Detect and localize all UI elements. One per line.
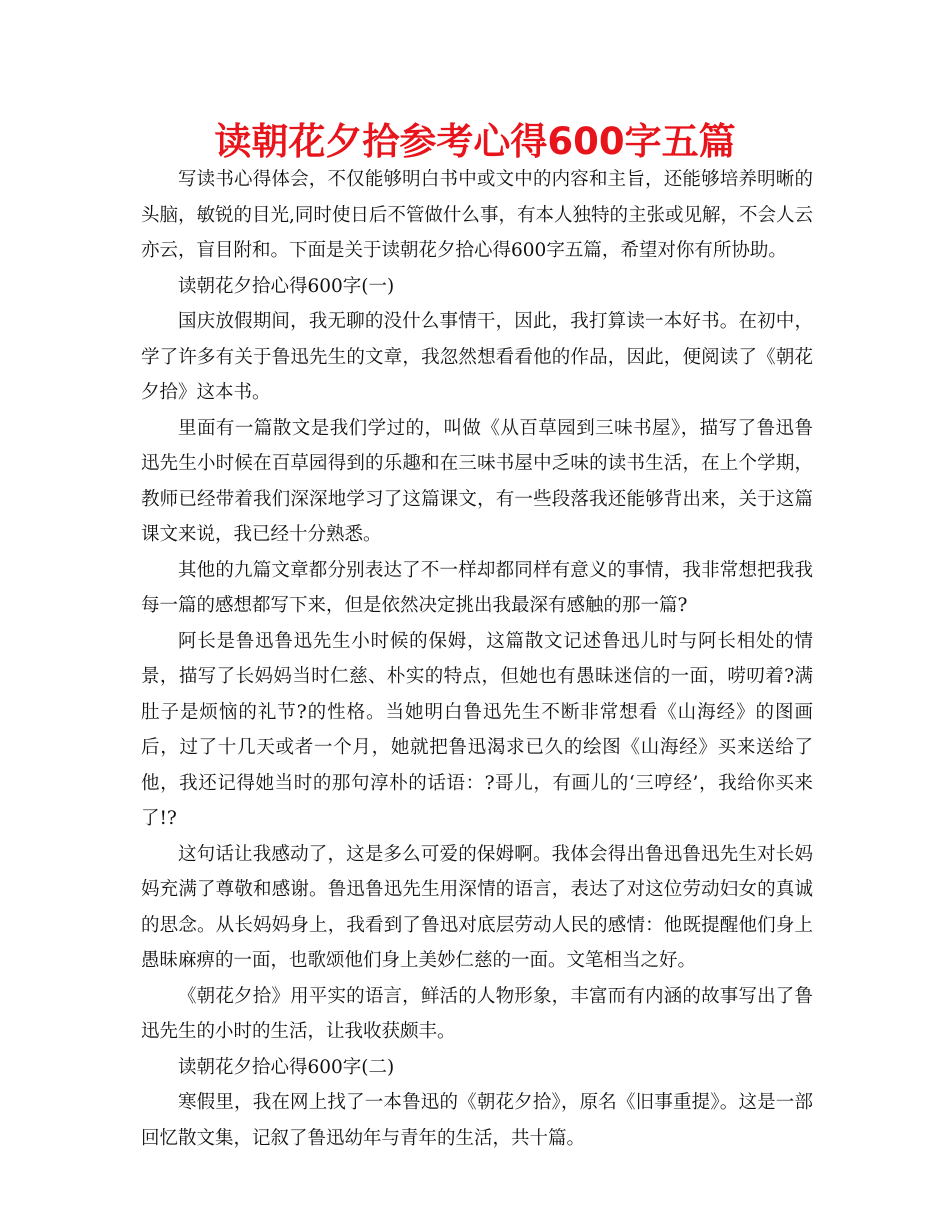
section-heading-2: 读朝花夕拾心得600字(二) bbox=[178, 1056, 395, 1078]
paragraph: 阿长是鲁迅鲁迅先生小时候的保姆，这篇散文记述鲁迅儿时与阿长相处的情景，描写了长妈妈当时仁慈、朴实的特点，但她也有愚昧迷信的一面，唠叨着?满肚子是烦恼的礼节?的性格。当她明白鲁迅先生不断非常想看《山海经》的图画后，过了十几天或者一个月，她就把鲁迅渴求已久的绘图《山海经》买来送给了他，我还记得她当时的那句淳朴的话语：?哥儿，有画儿的‘三哼经’，我给你买来了!? bbox=[141, 630, 813, 829]
section-heading-1: 读朝花夕拾心得600字(一) bbox=[178, 275, 395, 297]
document-title: 读朝花夕拾参考心得600字五篇 bbox=[214, 120, 736, 163]
paragraph: 其他的九篇文章都分别表达了不一样却都同样有意义的事情，我非常想把我我每一篇的感想都写下来，但是依然决定挑出我最深有感触的那一篇? bbox=[141, 559, 813, 616]
paragraph: 这句话让我感动了，这是多么可爱的保姆啊。我体会得出鲁迅鲁迅先生对长妈妈充满了尊敬和感谢。鲁迅鲁迅先生用深情的语言，表达了对这位劳动妇女的真诚的思念。从长妈妈身上，我看到了鲁迅对底层劳动人民的感情：他既提醒他们身上愚昧麻痹的一面，也歌颂他们身上美妙仁慈的一面。文笔相当之好。 bbox=[141, 843, 813, 971]
document-body bbox=[141, 162, 813, 1156]
paragraph: 《朝花夕拾》用平实的语言，鲜活的人物形象，丰富而有内涵的故事写出了鲁迅先生的小时的生活，让我收获颇丰。 bbox=[141, 985, 813, 1042]
paragraph: 寒假里，我在网上找了一本鲁迅的《朝花夕拾》，原名《旧事重提》。这是一部回忆散文集，记叙了鲁迅幼年与青年的生活，共十篇。 bbox=[141, 1092, 813, 1149]
paragraph-intro: 写读书心得体会，不仅能够明白书中或文中的内容和主旨，还能够培养明晰的头脑，敏锐的目光,同时使日后不管做什么事，有本人独特的主张或见解，不会人云亦云，盲目附和。下面是关于读朝花夕拾心得600字五篇，希望对你有所协助。 bbox=[141, 169, 813, 261]
paragraph: 里面有一篇散文是我们学过的，叫做《从百草园到三味书屋》，描写了鲁迅鲁迅先生小时候在百草园得到的乐趣和在三味书屋中乏味的读书生活，在上个学期，教师已经带着我们深深地学习了这篇课文，有一些段落我还能够背出来，关于这篇课文来说，我已经十分熟悉。 bbox=[141, 417, 813, 545]
paragraph: 国庆放假期间，我无聊的没什么事情干，因此，我打算读一本好书。在初中，学了许多有关于鲁迅先生的文章，我忽然想看看他的作品，因此，便阅读了《朝花夕拾》这本书。 bbox=[141, 311, 813, 403]
